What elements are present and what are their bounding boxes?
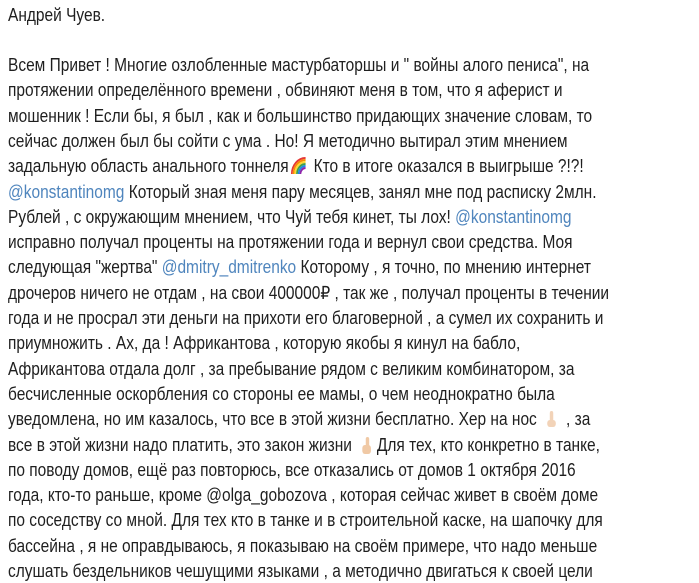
text-segment: уведомлена, но им казалось, что все в этой жизни бесплатно. Хер на нос: [8, 409, 542, 430]
text-line: [8, 155, 584, 177]
text-line: [8, 383, 555, 405]
text-segment: Африкантова отдала долг , за пребывание рядом с великим комбинатором, за: [8, 358, 575, 379]
text-segment: Кто в итоге оказался в выигрыше ?!?!: [309, 156, 584, 177]
text-segment: следующая "жертва": [8, 257, 162, 278]
text-segment: Которому , я точно, по мнению интернет: [296, 257, 591, 278]
text-line: [8, 130, 568, 152]
text-line: [8, 509, 603, 531]
text-line: [8, 181, 596, 203]
text-segment: протяжении определённого времени , обвиняют меня в том, что я аферист и: [8, 80, 563, 101]
text-line: [8, 282, 609, 304]
text-segment: исправно получал проценты на протяжении года и вернул свои средства. Моя: [8, 232, 573, 253]
text-line: [8, 408, 590, 430]
text-line: [8, 231, 573, 253]
text-segment: по поводу домов, ещё раз повторюсь, все отказались от домов 1 октября 2016: [8, 459, 576, 480]
text-line: [8, 54, 589, 76]
text-line: [8, 459, 576, 481]
text-segment: , за: [561, 409, 591, 430]
text-line: [8, 79, 562, 101]
text-line: [8, 206, 572, 228]
text-line: [8, 105, 592, 127]
text-line: [8, 535, 597, 557]
text-segment: задальную область анального тоннеля: [8, 156, 289, 177]
text-segment: дрочеров ничего не отдам , на свои 400000₽ , так же , получал проценты в течении: [8, 282, 610, 303]
finger-icon: [543, 409, 560, 429]
user-mention-link[interactable]: @konstantinomg: [455, 206, 572, 227]
text-line: [8, 434, 600, 456]
rainbow-icon: [290, 156, 307, 176]
text-line: [8, 332, 520, 354]
text-segment: года, кто-то раньше, кроме @olga_gobozova , которая сейчас живет в своём доме: [8, 485, 599, 506]
text-line: [8, 560, 593, 582]
text-segment: мошенник ! Если бы, я был , как и большинство придающих значение словам, то: [8, 105, 593, 126]
text-line: [8, 484, 598, 506]
text-line: [8, 358, 574, 380]
user-mention-link[interactable]: @dmitry_dmitrenko: [161, 257, 297, 278]
text-segment: Рублей , с окружающим мнением, что Чуй тебя кинет, ты лох!: [8, 206, 456, 227]
text-segment: приумножить . Ах, да ! Африкантова , которую якобы я кинул на бабло,: [8, 333, 521, 354]
text-segment: Для тех, кто конкретно в танке,: [376, 434, 600, 455]
text-line: [8, 307, 603, 329]
text-line: [8, 256, 591, 278]
text-segment: бассейна , я не оправдываюсь, я показываю на своём примере, что надо меньше: [8, 535, 598, 556]
text-segment: Который зная меня пару месяцев, занял мне под расписку 2млн.: [124, 181, 597, 202]
text-segment: года и не просрал эти деньги на прихоти его благоверной , а сумел их сохранить и: [8, 308, 604, 328]
pointing-up-icon: [358, 435, 375, 455]
text-segment: слушать бездельников чешущими языками , а методично двигаться к своей цели: [8, 561, 593, 581]
user-mention-link[interactable]: @konstantinomg: [8, 181, 125, 202]
author-name: Андрей Чуев.: [8, 5, 106, 25]
text-segment: по соседству со мной. Для тех кто в танке и в строительной каске, на шапочку для: [8, 510, 603, 531]
text-segment: Всем Привет ! Многие озлобленные мастурбаторшы и " войны алого пениса", на: [8, 55, 590, 75]
text-segment: все в этой жизни надо платить, это закон жизни: [8, 434, 357, 455]
text-segment: сейчас должен был бы сойти с ума . Но! Я методично вытирал этим мнением: [8, 130, 568, 151]
text-segment: бесчисленные оскорбления со стороны ее мамы, о чем неоднократно была: [8, 383, 555, 404]
